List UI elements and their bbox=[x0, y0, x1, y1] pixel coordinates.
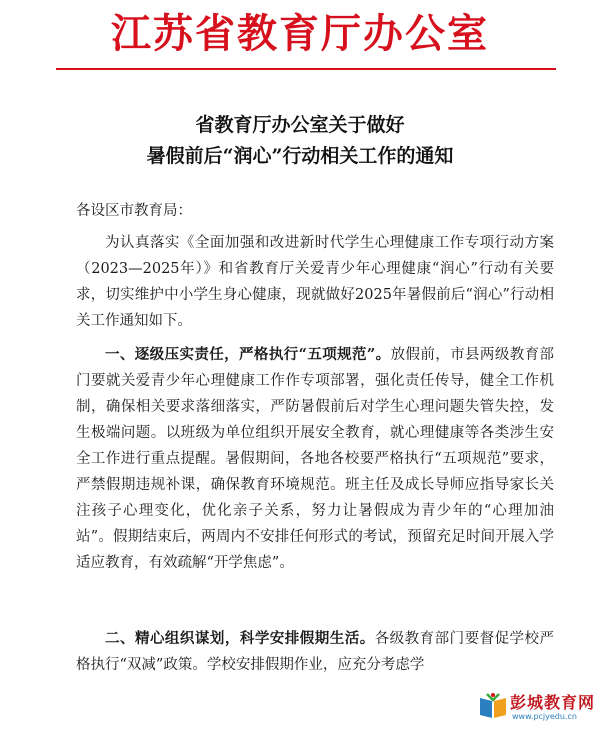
section-1-body: 放假前，市县两级教育部门要就关爱青少年心理健康工作作专项部署，强化责任传导，健全工作机制，确保相关要求落细落实，严防暑假前后对学生心理问题失管失控，发生极端问题。以班级为单位组织开展安全教育，就心理健康等各类涉生安全工作进行重点提醒。暑假期间，各地各校要严格执行“五项规范”要求，严禁假期违规补课，确保教育环境规范。班主任及成长导师应指导家长关注孩子心理变化，优化亲子关系，努力让暑假成为青少年的“心理加油站”。假期结束后，两周内不安排任何形式的考试，预留充足时间开展入学适应教育，有效疏解“开学焦虑”。 bbox=[76, 347, 554, 571]
document-title-line-2: 暑假前后“润心”行动相关工作的通知 bbox=[146, 145, 454, 167]
issuing-office-title: 江苏省教育厅办公室 bbox=[111, 10, 489, 57]
section-2-heading: 二、精心组织谋划，科学安排假期生活。 bbox=[105, 630, 375, 647]
header-red-rule bbox=[56, 68, 556, 70]
document-title-line-1: 省教育厅办公室关于做好 bbox=[195, 114, 405, 136]
watermark-url: www.pcjyedu.cn bbox=[512, 712, 577, 721]
section-2-body: 各级教育部门要督促学校严格执行“双减”政策。学校安排假期作业，应充分考虑学 bbox=[76, 631, 555, 673]
paragraph-intro: 为认真落实《全面加强和改进新时代学生心理健康工作专项行动方案（2023—2025年）》和省教育厅关爱青少年心理健康“润心”行动有关要求，切实维护中小学生身心健康，现就做好2025年暑假前后“润心”行动相关工作通知如下。 bbox=[76, 235, 554, 329]
paragraph-section-1 bbox=[76, 342, 554, 576]
watermark-site-name: 彭城教育网 bbox=[510, 693, 596, 712]
section-1-heading: 一、逐级压实责任，严格执行“五项规范”。 bbox=[105, 346, 391, 363]
site-watermark bbox=[478, 688, 596, 726]
addressee: 各设区市教育局： bbox=[76, 203, 192, 219]
book-logo-icon bbox=[478, 692, 508, 720]
paragraph-section-2 bbox=[76, 626, 554, 678]
